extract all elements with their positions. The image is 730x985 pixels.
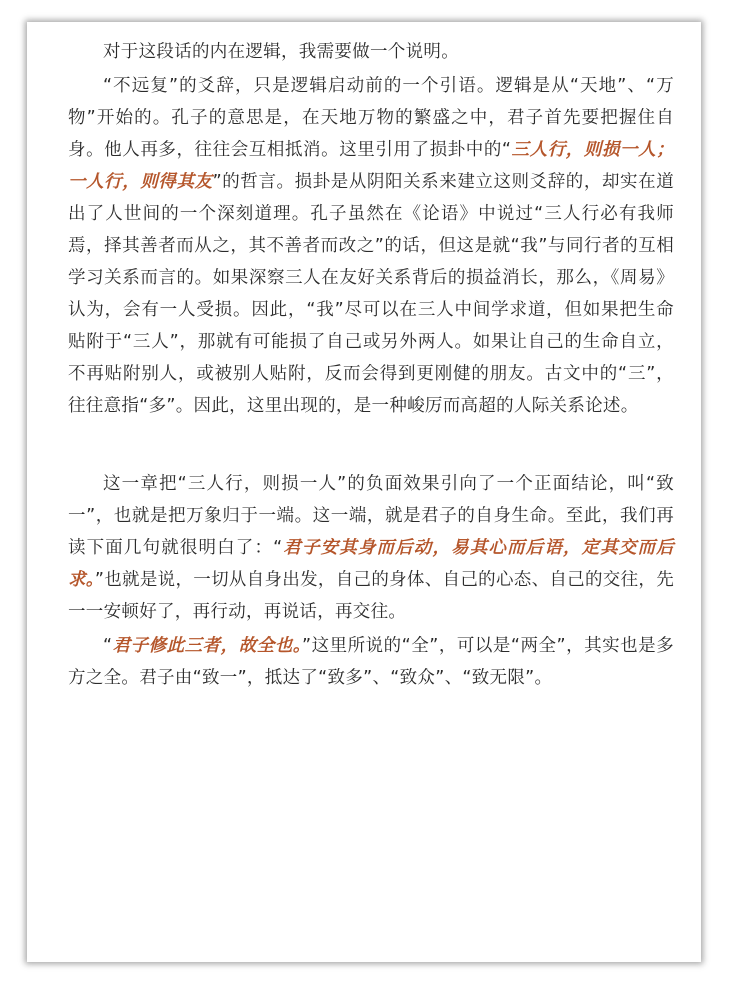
paragraph-text: “ bbox=[103, 636, 113, 656]
quote-highlight: 三人行，则损一人；一人行，则得其友 bbox=[68, 140, 674, 192]
paragraph-3 bbox=[68, 468, 674, 628]
quote-highlight: 君子修此三者，故全也。 bbox=[112, 636, 303, 656]
paragraph-text: “不远复”的爻辞，只是逻辑启动前的一个引语。逻辑是从“天地”、“万物”开始的。孔子的意思是，在天地万物的繁盛之中，君子首先要把握住自身。他人再多，往往会互相抵消。这里引用了损卦中的“ bbox=[68, 76, 674, 160]
paragraph-text: ”也就是说，一切从自身出发，自己的身体、自己的心态、自己的交往，先一一安顿好了，再行动，再说话，再交往。 bbox=[68, 570, 675, 622]
paragraph-text: ”的哲言。损卦是从阴阳关系来建立这则爻辞的，却实在道出了人世间的一个深刻道理。孔子虽然在《论语》中说过“三人行必有我师焉，择其善者而从之，其不善者而改之”的话，但这是就“我”与同行者的互相学习关系而言的。如果深察三人在友好关系背后的损益消长，那么，《周易》认为，会有一人受损。因此，“我”尽可以在三人中间学求道，但如果把生命贴附于“三人”，那就有可能损了自己或另外两人。如果让自己的生命自立，不再贴附别人，或被别人贴附，反而会得到更刚健的朋友。古文中的“三”，往往意指“多”。因此，这里出现的，是一种峻厉而高超的人际关系论述。 bbox=[68, 172, 674, 416]
paragraph-2 bbox=[68, 70, 674, 422]
paragraph-4 bbox=[68, 630, 674, 694]
paragraph-1 bbox=[68, 36, 674, 68]
paragraph-text: ”这里所说的“全”，可以是“两全”，其实也是多方之全。君子由“致一”，抵达了“致多”、“致众”、“致无限”。 bbox=[68, 636, 674, 688]
quote-highlight: 君子安其身而后动，易其心而后语，定其交而后求。 bbox=[68, 538, 674, 590]
paragraph-text: 对于这段话的内在逻辑，我需要做一个说明。 bbox=[103, 42, 459, 62]
paragraph-text: 这一章把“三人行，则损一人”的负面效果引向了一个正面结论，叫“致一”，也就是把万象归于一端。这一端，就是君子的自身生命。至此，我们再读下面几句就很明白了：“ bbox=[68, 474, 674, 558]
document-page bbox=[27, 22, 701, 962]
